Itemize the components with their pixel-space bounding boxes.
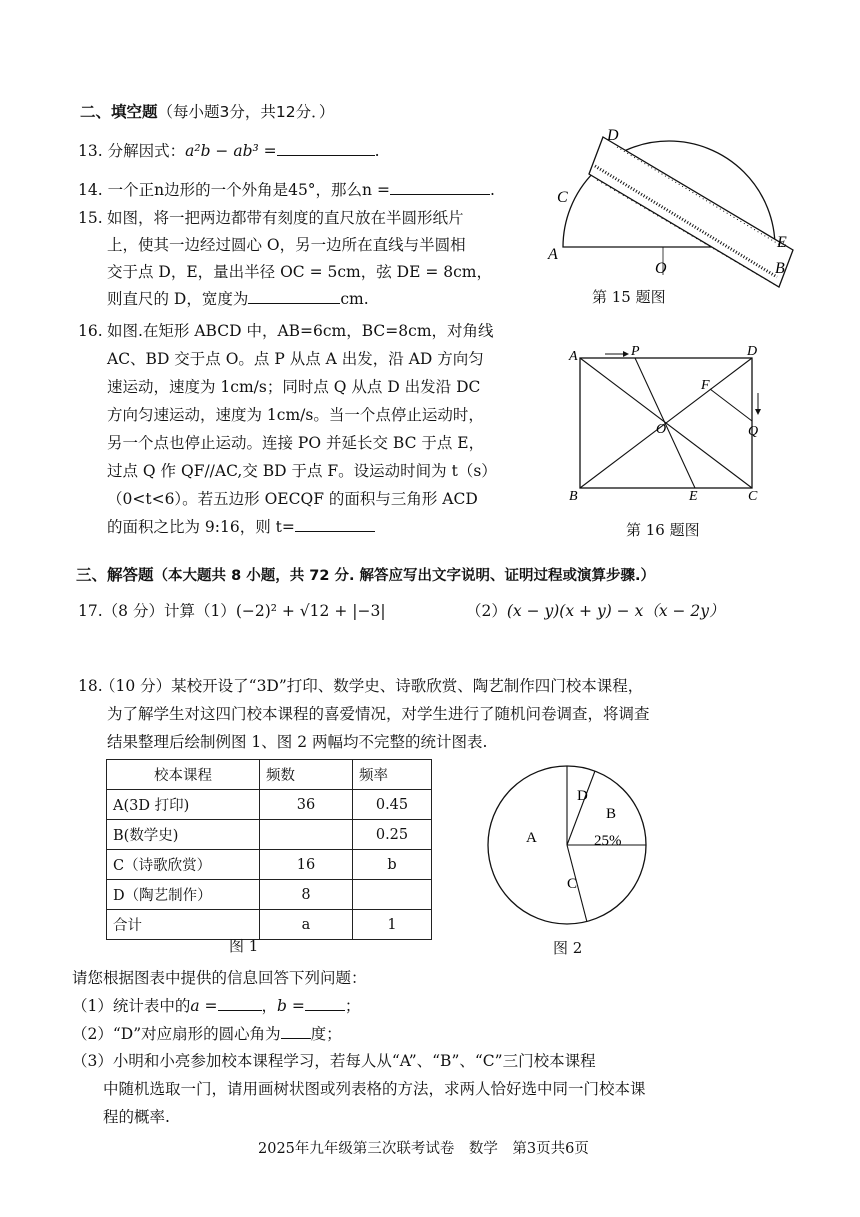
q15-figure	[545, 125, 815, 325]
table-cell: D（陶艺制作）	[107, 880, 260, 910]
table-header-cell: 校本课程	[107, 760, 260, 790]
table-cell: 0.45	[353, 790, 432, 820]
pie-chart	[482, 760, 652, 930]
q16-line-1: 如图.在矩形 ABCD 中，AB=6cm，BC=8cm，对角线	[107, 322, 494, 340]
label-F: F	[701, 378, 710, 393]
section-2-note: （每小题3分，共12分．）	[157, 103, 335, 121]
arrow-P-head-icon	[623, 351, 629, 357]
q18-sub-3-line-3: 程的概率.	[103, 1108, 170, 1126]
section-3-note: （本大题共 8 小题，共 72 分. 解答应写出文字说明、证明过程或演算步骤.）	[153, 568, 656, 584]
slice-label-C: C	[567, 876, 578, 892]
q13-expression: a²b − ab³ =	[185, 142, 277, 160]
section-3-title: 三、解答题	[76, 566, 154, 584]
q14-answer-blank[interactable]	[390, 180, 490, 195]
label-B: B	[569, 489, 578, 503]
q15-caption: 第 15 题图	[592, 288, 666, 306]
table-cell: 1	[353, 910, 432, 940]
table-row	[107, 820, 432, 850]
q18-prompt: 请您根据图表中提供的信息回答下列问题：	[72, 969, 367, 987]
sub1-b-blank[interactable]	[305, 996, 345, 1011]
pie-caption: 图 2	[553, 939, 583, 957]
slice-label-B: B	[606, 806, 617, 822]
table-row	[107, 850, 432, 880]
frequency-table	[106, 759, 432, 940]
q17-expression-2: (x − y)(x + y) − x（x − 2y）	[506, 602, 725, 620]
q18-line-1: （10 分）某校开设了“3D”打印、数学史、诗歌欣赏、陶艺制作四门校本课程，	[100, 677, 644, 695]
q14-end: .	[489, 181, 495, 199]
table-cell: 0.25	[353, 820, 432, 850]
question-14	[78, 180, 495, 200]
label-O: O	[655, 260, 667, 277]
sub1-sep: ，	[261, 997, 278, 1015]
q15-number: 15.	[78, 209, 103, 227]
q16-line-3: 速运动，速度为 1cm/s；同时点 Q 从点 D 出发沿 DC	[107, 378, 481, 396]
q16-answer-blank[interactable]	[295, 517, 375, 532]
q18-sub-3-line-1: （3）小明和小亮参加校本课程学习，若每人从“A”、“B”、“C”三门校本课程	[72, 1052, 596, 1070]
pie-divider	[567, 771, 595, 845]
q16-figure	[565, 343, 765, 503]
table-cell: C（诗歌欣赏）	[107, 850, 260, 880]
q17-number: 17.	[78, 602, 103, 620]
slice-label-B-percent: 25%	[594, 833, 622, 849]
q17-part-2	[466, 601, 725, 621]
q15-line-4	[107, 289, 369, 309]
sub2-blank[interactable]	[281, 1024, 311, 1039]
page-footer: 2025年九年级第三次联考试卷 数学 第3页共6页	[258, 1141, 589, 1157]
q17-score: （8 分）计算（1）	[102, 602, 236, 620]
q15-line-3: 交于点 D，E，量出半径 OC = 5cm，弦 DE = 8cm，	[107, 263, 492, 281]
label-A: A	[569, 349, 578, 364]
table-row	[107, 790, 432, 820]
label-Q: Q	[748, 424, 759, 439]
q18-sub-3-line-2: 中随机选取一门，请用画树状图或列表格的方法，求两人恰好选中同一门校本课	[103, 1080, 646, 1098]
q16-number: 16.	[78, 322, 103, 340]
table-row	[107, 880, 432, 910]
table-header-cell: 频率	[353, 760, 432, 790]
slice-label-A: A	[526, 830, 537, 846]
q13-number: 13.	[78, 142, 103, 160]
q15-unit: cm.	[340, 290, 369, 308]
q16-line-8-text: 的面积之比为 9:16，则 t=	[107, 518, 295, 536]
sub1-prefix: （1）统计表中的	[72, 997, 191, 1015]
table-cell	[353, 880, 432, 910]
q15-line-1: 如图，将一把两边都带有刻度的直尺放在半圆形纸片	[107, 209, 464, 227]
line-QF	[710, 389, 752, 421]
q18-sub-1	[72, 996, 360, 1016]
q16-line-5: 另一个点也停止运动。连接 PO 并延长交 BC 于点 E，	[107, 434, 485, 452]
q14-text: 一个正n边形的一个外角是45°，那么n =	[107, 181, 390, 199]
label-P: P	[631, 344, 640, 359]
table-cell: 16	[260, 850, 353, 880]
q17-expression-1: (−2)² + √12 + |−3|	[235, 602, 386, 620]
sub1-b-label: b =	[277, 997, 305, 1015]
q15-answer-blank[interactable]	[248, 289, 340, 304]
table-cell: A(3D 打印)	[107, 790, 260, 820]
q15-line-4-text: 则直尺的 D，宽度为	[107, 290, 249, 308]
section-2-title: 二、填空题	[80, 103, 158, 121]
q14-number: 14.	[78, 181, 103, 199]
q16-line-6: 过点 Q 作 QF//AC,交 BD 于点 F。设运动时间为 t（s）	[107, 462, 497, 480]
q16-line-8	[107, 517, 375, 537]
label-C: C	[748, 489, 758, 503]
sub2-end: 度；	[310, 1025, 342, 1043]
q18-number: 18.	[78, 677, 103, 695]
q15-line-2: 上，使其一边经过圆心 O，另一边所在直线与半圆相	[107, 236, 466, 254]
label-D: D	[747, 344, 758, 359]
q13-answer-blank[interactable]	[277, 141, 375, 156]
table-cell: 36	[260, 790, 353, 820]
q18-line-3: 结果整理后绘制例图 1、图 2 两幅均不完整的统计图表.	[107, 733, 488, 751]
section-3-header	[76, 563, 655, 585]
sub2-text: （2）“D”对应扇形的圆心角为	[72, 1025, 281, 1043]
q16-caption: 第 16 题图	[626, 521, 700, 539]
q17-part-2-label: （2）	[466, 602, 507, 620]
question-13	[78, 141, 380, 161]
q13-end: .	[374, 142, 380, 160]
label-C: C	[557, 189, 568, 206]
q16-line-2: AC、BD 交于点 O。点 P 从点 A 出发，沿 AD 方向匀	[107, 350, 484, 368]
q18-line-2: 为了解学生对这四门校本课程的喜爱情况，对学生进行了随机问卷调查，将调查	[107, 705, 650, 723]
label-B: B	[775, 260, 785, 277]
table-cell	[260, 820, 353, 850]
q13-text: 分解因式：	[107, 142, 186, 160]
label-E: E	[689, 489, 698, 503]
table-header-row	[107, 760, 432, 790]
table-cell: a	[260, 910, 353, 940]
label-E: E	[777, 234, 787, 251]
sub1-end: ；	[344, 997, 361, 1015]
table-caption: 图 1	[229, 937, 259, 955]
q16-line-4: 方向匀速运动，速度为 1cm/s。当一个点停止运动时，	[107, 406, 484, 424]
section-2-header	[80, 100, 334, 122]
table-cell: 合计	[107, 910, 260, 940]
table-cell: b	[353, 850, 432, 880]
ruler	[589, 137, 793, 287]
sub1-a-blank[interactable]	[218, 996, 262, 1011]
arrow-Q-head-icon	[755, 409, 761, 415]
label-A: A	[548, 246, 558, 263]
label-D: D	[607, 127, 619, 144]
table-header-cell: 频数	[260, 760, 353, 790]
table-cell: B(数学史)	[107, 820, 260, 850]
table-row	[107, 910, 432, 940]
question-17	[78, 601, 386, 621]
table-cell: 8	[260, 880, 353, 910]
q16-line-7: （0<t<6）。若五边形 OECQF 的面积与三角形 ACD	[107, 490, 478, 508]
sub1-a-label: a =	[190, 997, 218, 1015]
label-O: O	[656, 422, 667, 437]
slice-label-D: D	[577, 788, 588, 804]
q18-sub-2	[72, 1024, 342, 1044]
